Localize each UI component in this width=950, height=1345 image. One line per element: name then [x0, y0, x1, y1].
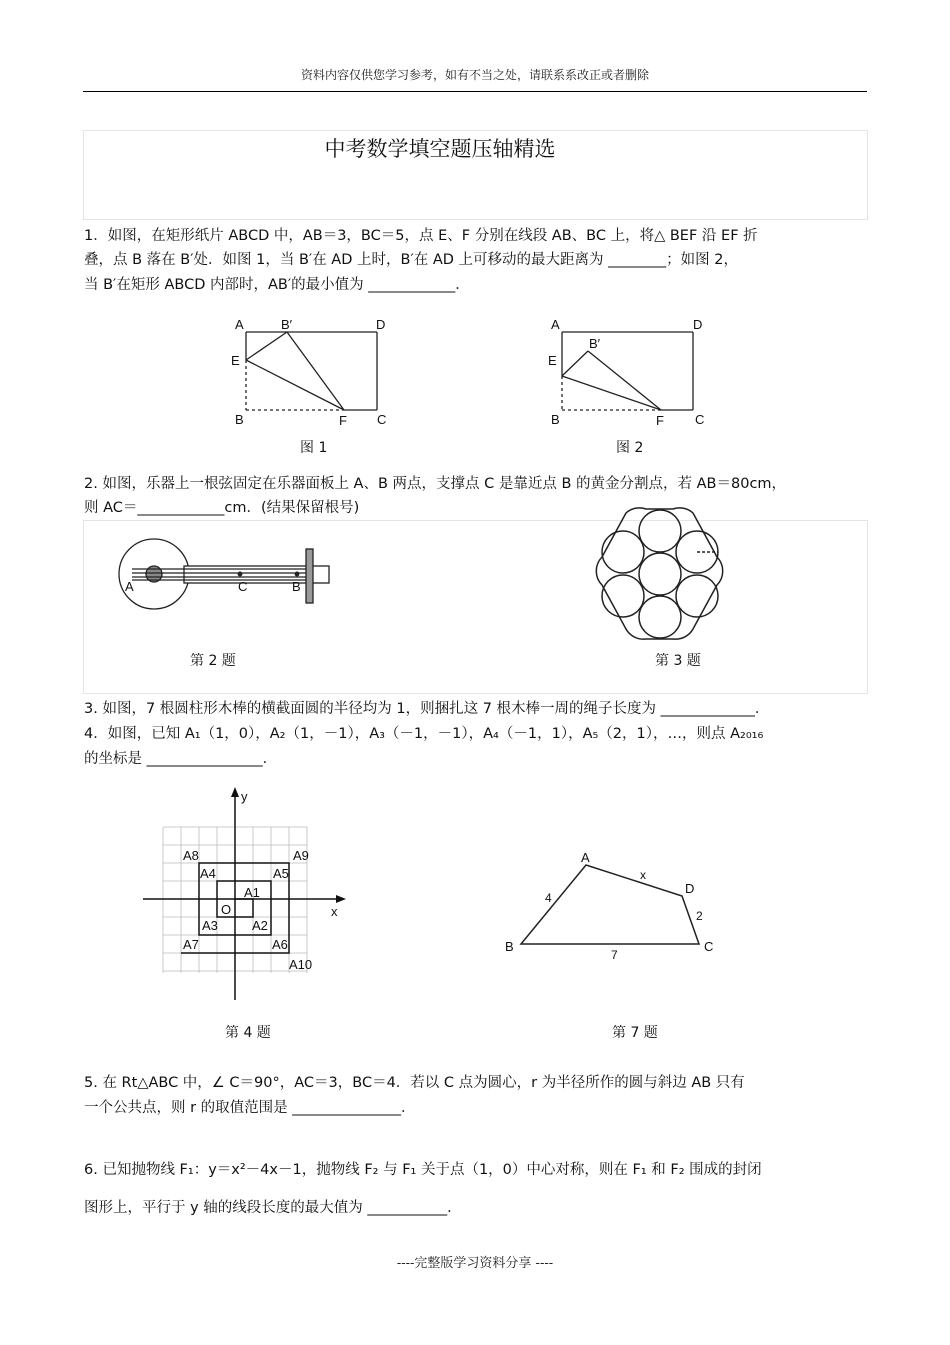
fig2-label-e: E — [548, 353, 557, 368]
header-rule — [83, 91, 867, 92]
fig2-label-f: F — [656, 413, 664, 428]
q1-figure-1 — [225, 310, 400, 435]
q2-instrument-figure — [110, 530, 350, 610]
fig1-label-f: F — [339, 413, 347, 428]
page-title: 中考数学填空题压轴精选 — [324, 137, 556, 161]
q4-label-x: x — [331, 904, 338, 919]
q6-line-1: 6. 已知抛物线 F₁：y＝x²－4x－1，抛物线 F₂ 与 F₁ 关于点（1，0）中心对称，则在 F₁ 和 F₂ 围成的封闭 — [84, 1162, 762, 1178]
q4-label-o: O — [221, 902, 232, 917]
q7-label-ab: 4 — [545, 891, 552, 905]
q7-label-bc: 7 — [611, 948, 618, 962]
q2-label-c: C — [238, 579, 248, 594]
q2-label-b: B — [292, 579, 301, 594]
fig1-label-b: B — [235, 412, 244, 427]
q7-quadrilateral-figure — [495, 848, 735, 968]
q3-caption: 第 3 题 — [655, 653, 701, 669]
q4-label-a1: A1 — [244, 885, 260, 900]
q4-label-a6: A6 — [272, 937, 288, 952]
q3-line-1: 3. 如图，7 根圆柱形木棒的横截面圆的半径均为 1，则捆扎这 7 根木棒一周的绳子长度为 _____________． — [84, 701, 770, 717]
q1-figure-2 — [542, 310, 717, 435]
q1-line-1: 1．如图，在矩形纸片 ABCD 中，AB＝3，BC＝5，点 E、F 分别在线段 AB、BC 上，将△ BEF 沿 EF 折 — [84, 228, 758, 244]
fig2-label-a: A — [551, 317, 560, 332]
q4-label-a8: A8 — [183, 848, 199, 863]
q4-label-a2: A2 — [252, 918, 268, 933]
q4-label-a7: A7 — [183, 937, 199, 952]
q2-caption: 第 2 题 — [190, 653, 236, 669]
q7-label-d: D — [685, 881, 695, 896]
q4-label-a3: A3 — [202, 918, 218, 933]
q1-fig2-caption: 图 2 — [616, 440, 644, 456]
fig1-label-e: E — [231, 353, 240, 368]
q6-line-2: 图形上，平行于 y 轴的线段长度的最大值为 ___________． — [84, 1200, 462, 1216]
q5-line-1: 5. 在 Rt△ABC 中，∠ C＝90°，AC＝3，BC＝4．若以 C 点为圆心，r 为半径所作的圆与斜边 AB 只有 — [84, 1075, 745, 1091]
fig2-label-b: B — [551, 412, 560, 427]
q7-label-cd: 2 — [696, 909, 703, 923]
q4-line-2: 的坐标是 ________________． — [84, 751, 278, 767]
q4-label-y: y — [241, 789, 248, 804]
q7-label-b: B — [505, 939, 514, 954]
q4-label-a5: A5 — [273, 866, 289, 881]
q4-line-1: 4．如图，已知 A₁（1，0），A₂（1，－1），A₃（－1，－1），A₄（－1，1），A₅（2，1），…，则点 A₂₀₁₆ — [84, 726, 764, 742]
q7-caption: 第 7 题 — [612, 1025, 658, 1041]
fig2-label-bprime: B′ — [589, 336, 601, 351]
q2-line-2: 则 AC＝____________cm．(结果保留根号) — [84, 500, 360, 516]
fig1-label-c: C — [377, 412, 387, 427]
fig1-label-bprime: B′ — [281, 317, 293, 332]
fig2-label-c: C — [695, 412, 705, 427]
q2-line-1: 2. 如图，乐器上一根弦固定在乐器面板上 A、B 两点，支撑点 C 是靠近点 B 的黄金分割点，若 AB＝80cm， — [84, 476, 787, 492]
q4-label-a9: A9 — [293, 848, 309, 863]
fig1-label-d: D — [376, 317, 386, 332]
q3-seven-circles-figure — [593, 505, 728, 645]
fig2-label-d: D — [693, 317, 703, 332]
q4-spiral-grid-figure — [140, 785, 350, 1010]
q7-label-x: x — [640, 868, 646, 882]
q7-label-a: A — [581, 850, 590, 865]
q1-fig1-caption: 图 1 — [300, 440, 328, 456]
q4-caption: 第 4 题 — [225, 1025, 271, 1041]
page-header: 资料内容仅供您学习参考，如有不当之处，请联系系改正或者删除 — [300, 68, 649, 82]
q4-label-a10: A10 — [289, 957, 313, 972]
q1-line-2: 叠，点 B 落在 B′处．如图 1，当 B′在 AD 上时，B′在 AD 上可移动的最大距离为 ________；如图 2， — [84, 252, 738, 268]
q1-line-3: 当 B′在矩形 ABCD 内部时，AB′的最小值为 ____________． — [84, 277, 470, 293]
q5-line-2: 一个公共点，则 r 的取值范围是 _______________． — [84, 1100, 416, 1116]
q4-label-a4: A4 — [200, 866, 216, 881]
page-footer: ----完整版学习资料分享 ---- — [396, 1256, 554, 1271]
fig1-label-a: A — [235, 317, 244, 332]
q7-label-c: C — [704, 939, 714, 954]
q2-label-a: A — [125, 579, 134, 594]
